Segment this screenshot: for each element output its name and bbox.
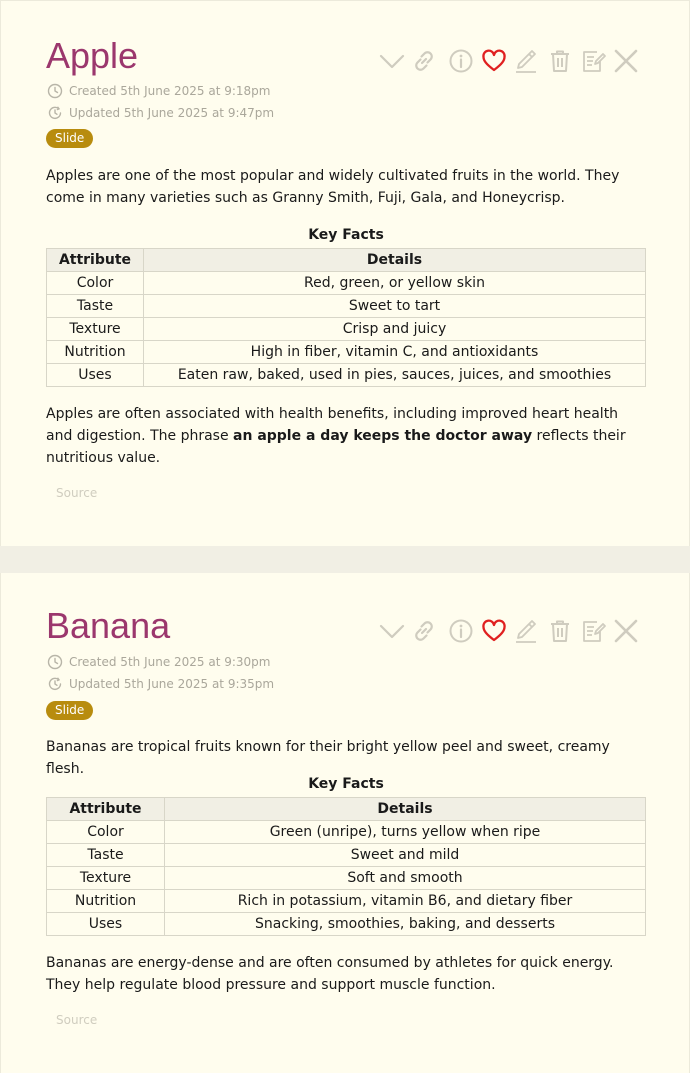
details-cell: Eaten raw, baked, used in pies, sauces, juices, and smoothies <box>144 364 646 387</box>
attribute-cell: Nutrition <box>47 890 165 913</box>
pencil-icon <box>511 46 541 76</box>
clock-icon <box>47 654 63 670</box>
table-row <box>47 890 646 913</box>
copy-link-button[interactable] <box>409 616 439 646</box>
close-icon <box>611 46 641 76</box>
details-cell: High in fiber, vitamin C, and antioxidants <box>144 341 646 364</box>
intro-paragraph: Bananas are tropical fruits known for their bright yellow peel and sweet, creamy flesh. <box>46 739 610 777</box>
details-cell: Red, green, or yellow skin <box>144 272 646 295</box>
history-icon <box>47 105 63 121</box>
link-icon <box>409 46 439 76</box>
note-separator <box>0 546 690 573</box>
open-editor-button[interactable] <box>578 46 608 76</box>
collapse-button[interactable] <box>377 616 407 646</box>
close-icon <box>611 616 641 646</box>
table-row <box>47 272 646 295</box>
column-header: Attribute <box>47 249 144 272</box>
edit-note-icon <box>578 46 608 76</box>
outro-paragraph <box>46 403 646 469</box>
outro-text: Bananas are energy-dense and are often consumed by athletes for quick energy. They help regulate blood pressure and support muscle function. <box>46 955 614 993</box>
table-row <box>47 341 646 364</box>
details-cell: Soft and smooth <box>165 867 646 890</box>
attribute-cell: Taste <box>47 295 144 318</box>
column-header: Details <box>165 798 646 821</box>
table-header-row <box>47 798 646 821</box>
favorite-button[interactable] <box>479 616 509 646</box>
column-header: Attribute <box>47 798 165 821</box>
updated-text: Updated 5th June 2025 at 9:47pm <box>69 106 275 120</box>
outro-bold-phrase: an apple a day keeps the doctor away <box>233 428 533 444</box>
info-button[interactable] <box>446 616 476 646</box>
link-icon <box>409 616 439 646</box>
tag-badge[interactable]: Slide <box>46 129 93 148</box>
trash-icon <box>545 46 575 76</box>
details-cell: Rich in potassium, vitamin B6, and dietary fiber <box>165 890 646 913</box>
table-row <box>47 844 646 867</box>
attribute-cell: Uses <box>47 364 144 387</box>
created-text: Created 5th June 2025 at 9:18pm <box>69 84 271 98</box>
attribute-cell: Nutrition <box>47 341 144 364</box>
info-button[interactable] <box>446 46 476 76</box>
clock-icon <box>47 83 63 99</box>
collapse-button[interactable] <box>377 46 407 76</box>
edit-button[interactable] <box>511 46 541 76</box>
edit-button[interactable] <box>511 616 541 646</box>
note-title: Apple <box>46 35 139 76</box>
created-text: Created 5th June 2025 at 9:30pm <box>69 655 271 669</box>
attribute-cell: Uses <box>47 913 165 936</box>
outro-paragraph <box>46 952 646 996</box>
attribute-cell: Color <box>47 272 144 295</box>
chevron-down-icon <box>377 616 407 646</box>
table-row <box>47 867 646 890</box>
chevron-down-icon <box>377 46 407 76</box>
attribute-cell: Taste <box>47 844 165 867</box>
history-icon <box>47 676 63 692</box>
key-facts-table <box>46 248 646 387</box>
details-cell: Crisp and juicy <box>144 318 646 341</box>
table-caption: Key Facts <box>308 776 384 792</box>
table-row <box>47 295 646 318</box>
attribute-cell: Texture <box>47 867 165 890</box>
source-link[interactable]: Source <box>56 486 98 500</box>
table-row <box>47 364 646 387</box>
details-cell: Sweet and mild <box>165 844 646 867</box>
updated-text: Updated 5th June 2025 at 9:35pm <box>69 677 275 691</box>
outro-text: Apples are often associated with health benefits, including improved heart health and digestion. The phrase <box>46 406 619 444</box>
pencil-icon <box>511 616 541 646</box>
delete-button[interactable] <box>545 46 575 76</box>
close-button[interactable] <box>611 46 641 76</box>
close-button[interactable] <box>611 616 641 646</box>
copy-link-button[interactable] <box>409 46 439 76</box>
favorite-button[interactable] <box>479 46 509 76</box>
heart-icon <box>479 616 509 646</box>
delete-button[interactable] <box>545 616 575 646</box>
note-card-banana <box>0 573 690 1073</box>
table-row <box>47 318 646 341</box>
info-icon <box>446 616 476 646</box>
table-row <box>47 913 646 936</box>
attribute-cell: Color <box>47 821 165 844</box>
heart-icon <box>479 46 509 76</box>
details-cell: Sweet to tart <box>144 295 646 318</box>
tag-badge[interactable]: Slide <box>46 701 93 720</box>
column-header: Details <box>144 249 646 272</box>
trash-icon <box>545 616 575 646</box>
attribute-cell: Texture <box>47 318 144 341</box>
edit-note-icon <box>578 616 608 646</box>
details-cell: Green (unripe), turns yellow when ripe <box>165 821 646 844</box>
table-caption: Key Facts <box>308 227 384 243</box>
details-cell: Snacking, smoothies, baking, and desserts <box>165 913 646 936</box>
source-link[interactable]: Source <box>56 1013 98 1027</box>
table-row <box>47 821 646 844</box>
note-title: Banana <box>46 605 171 646</box>
intro-paragraph: Apples are one of the most popular and widely cultivated fruits in the world. They come in many varieties such as Granny Smith, Fuji, Gala, and Honeycrisp. <box>46 168 620 206</box>
outro-text-end: reflects their nutritious value. <box>46 428 626 466</box>
table-header-row <box>47 249 646 272</box>
open-editor-button[interactable] <box>578 616 608 646</box>
info-icon <box>446 46 476 76</box>
key-facts-table <box>46 797 646 936</box>
